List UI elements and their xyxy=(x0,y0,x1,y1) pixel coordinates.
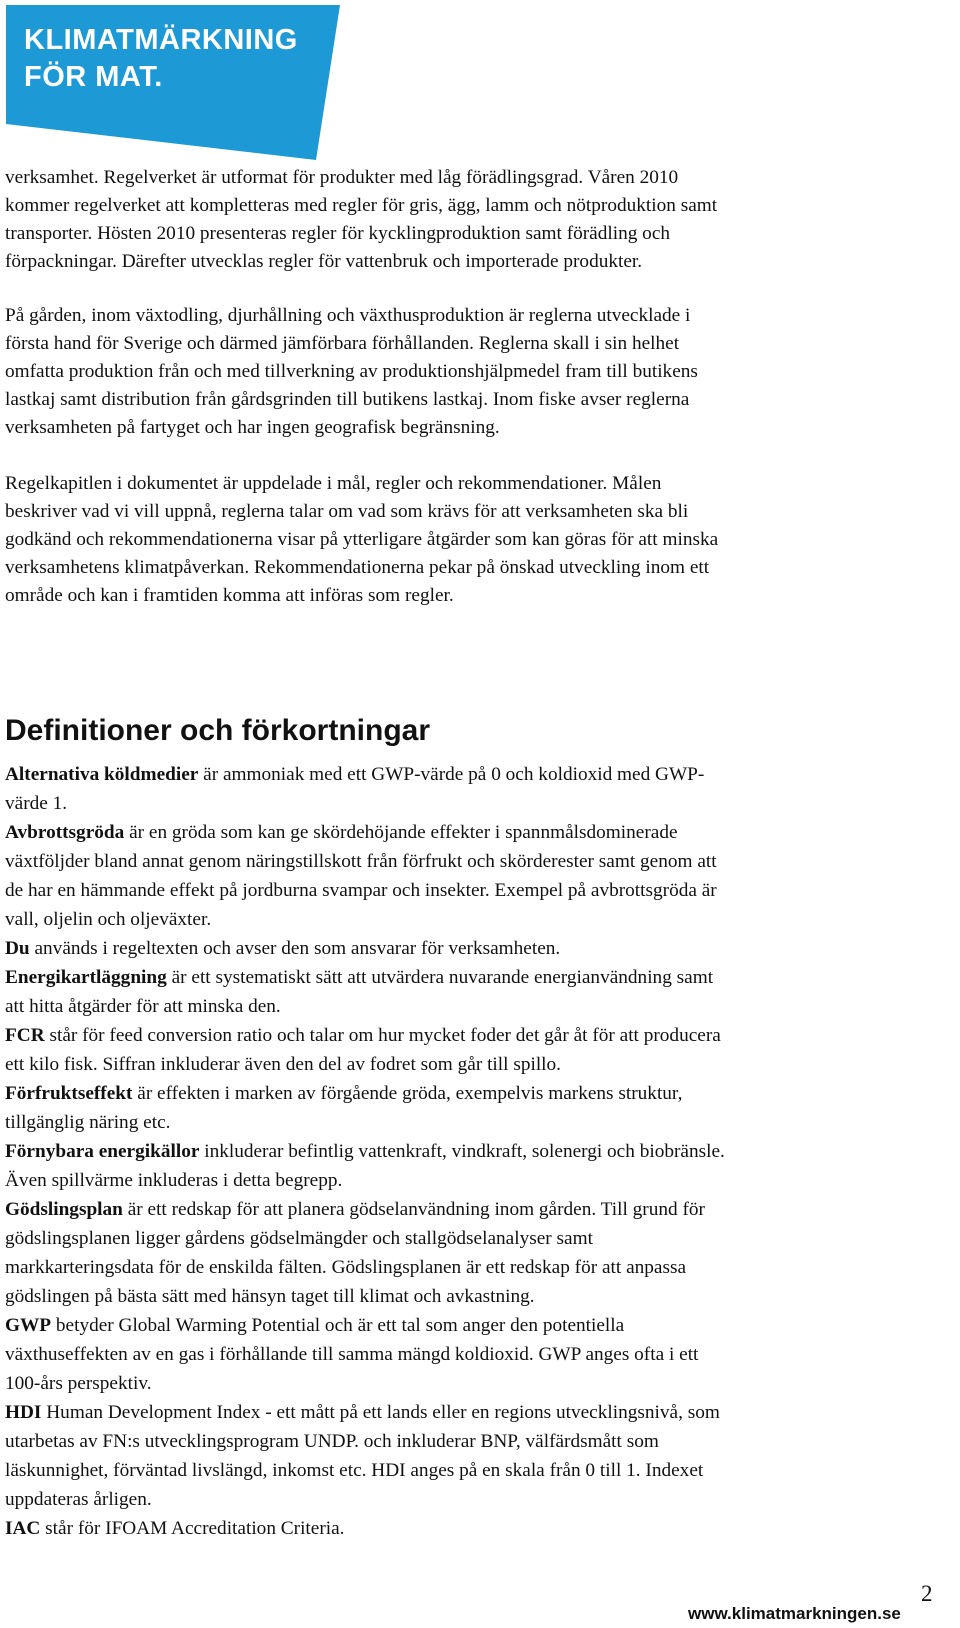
text-line: kommer regelverket att kompletteras med regler för gris, ägg, lamm och nötproduktion samt xyxy=(5,195,718,216)
text-line: verksamhetens klimatpåverkan. Rekommendationerna pekar på önskad utveckling inom ett xyxy=(5,557,710,578)
definition-text: är ammoniak med ett GWP-värde på 0 och koldioxid med GWP- xyxy=(198,764,705,785)
definition-line xyxy=(5,1079,955,1108)
text-line: Regelkapitlen i dokumentet är uppdelade i mål, regler och rekommendationer. Målen xyxy=(5,473,662,494)
definition-line xyxy=(5,1398,955,1427)
text-line: förpackningar. Därefter utvecklas regler för vattenbruk och importerade produkter. xyxy=(5,251,643,272)
definition-term: HDI xyxy=(5,1402,42,1423)
definition-line: gödslingsplanen ligger gårdens gödselmängder och stallgödselanalyser samt xyxy=(5,1228,593,1249)
paragraph-1 xyxy=(5,164,955,276)
definition-line: markkarteringsdata för de enskilda fälten. Gödslingsplanen är ett redskap för att anpassa xyxy=(5,1257,687,1278)
text-line: verksamheten på fartyget och har ingen geografisk begränsning. xyxy=(5,417,500,438)
definition-line xyxy=(5,760,955,789)
definitions-list xyxy=(5,760,955,1543)
definition-line: Även spillvärme inkluderas i detta begrepp. xyxy=(5,1170,343,1191)
definition-line xyxy=(5,934,955,963)
definition-line: gödslingen på bästa sätt med hänsyn taget till klimat och avkastning. xyxy=(5,1286,535,1307)
definition-line xyxy=(5,818,955,847)
paragraph-2 xyxy=(5,302,955,442)
definition-line: tillgänglig näring etc. xyxy=(5,1112,171,1133)
definition-term: Förfruktseffekt xyxy=(5,1083,133,1104)
definition-term: Energikartläggning xyxy=(5,967,167,988)
definition-text: Human Development Index - ett mått på ett lands eller en regions utvecklingsnivå, som xyxy=(41,1402,720,1423)
definition-text: inkluderar befintlig vattenkraft, vindkraft, solenergi och biobränsle. xyxy=(199,1141,725,1162)
definition-line: 100-års perspektiv. xyxy=(5,1373,152,1394)
section-heading: Definitioner och förkortningar xyxy=(5,714,431,747)
definition-line: växtföljder bland annat genom näringstillskott från förfrukt och skörderester samt genom att xyxy=(5,851,717,872)
definition-line: utarbetas av FN:s utvecklingsprogram UNDP. och inkluderar BNP, välfärdsmått som xyxy=(5,1431,659,1452)
text-line: beskriver vad vi vill uppnå, reglerna talar om vad som krävs för att verksamheten ska bli xyxy=(5,501,689,522)
text-line: område och kan i framtiden komma att införas som regler. xyxy=(5,585,454,606)
definition-term: Förnybara energikällor xyxy=(5,1141,200,1162)
definition-line: vall, oljelin och oljeväxter. xyxy=(5,909,212,930)
definition-text: står för feed conversion ratio och talar om hur mycket foder det går åt för att producera xyxy=(44,1025,721,1046)
paragraph-3 xyxy=(5,470,955,610)
text-line: lastkaj samt distribution från gårdsgrinden till butikens lastkaj. Inom fiske avser reglerna xyxy=(5,389,690,410)
definition-line: växthuseffekten av en gas i förhållande till samma mängd koldioxid. GWP anges ofta i ett xyxy=(5,1344,699,1365)
definition-line xyxy=(5,963,955,992)
definition-line xyxy=(5,1021,955,1050)
definition-line: att hitta åtgärder för att minska den. xyxy=(5,996,281,1017)
definition-term: Alternativa köldmedier xyxy=(5,764,199,785)
definition-term: IAC xyxy=(5,1518,41,1539)
logo-line-2: FÖR MAT. xyxy=(24,61,163,93)
text-line: verksamhet. Regelverket är utformat för produkter med låg förädlingsgrad. Våren 2010 xyxy=(5,167,679,188)
definition-line xyxy=(5,1514,955,1543)
definition-text: är en gröda som kan ge skördehöjande effekter i spannmålsdominerade xyxy=(124,822,678,843)
definition-line: läskunnighet, förväntad livslängd, inkomst etc. HDI anges på en skala från 0 till 1. Indexet xyxy=(5,1460,704,1481)
definition-term: Avbrottsgröda xyxy=(5,822,125,843)
definition-text: är ett systematiskt sätt att utvärdera nuvarande energianvändning samt xyxy=(166,967,714,988)
definition-term: GWP xyxy=(5,1315,52,1336)
text-line: omfatta produktion från och med tillverkning av produktionshjälpmedel fram till butikens xyxy=(5,361,698,382)
definition-term: Gödslingsplan xyxy=(5,1199,123,1220)
definition-text: används i regeltexten och avser den som ansvarar för verksamheten. xyxy=(29,938,561,959)
definition-line: värde 1. xyxy=(5,793,68,814)
definition-line xyxy=(5,1195,955,1224)
text-line: första hand för Sverige och därmed jämförbara förhållanden. Reglerna skall i sin helhet xyxy=(5,333,680,354)
definition-line xyxy=(5,1311,955,1340)
definition-line xyxy=(5,1137,955,1166)
definition-text: är effekten i marken av förgående gröda, exempelvis markens struktur, xyxy=(132,1083,683,1104)
logo-line-1: KLIMATMÄRKNING xyxy=(24,24,298,56)
definition-term: FCR xyxy=(5,1025,45,1046)
logo xyxy=(0,0,360,165)
text-line: På gården, inom växtodling, djurhållning och växthusproduktion är reglerna utvecklade i xyxy=(5,305,691,326)
definition-term: Du xyxy=(5,938,30,959)
definition-text: är ett redskap för att planera gödselanvändning inom gården. Till grund för xyxy=(122,1199,705,1220)
footer-url[interactable]: www.klimatmarkningen.se xyxy=(688,1604,901,1623)
text-line: transporter. Hösten 2010 presenteras regler för kycklingproduktion samt förädling och xyxy=(5,223,671,244)
definition-text: betyder Global Warming Potential och är ett tal som anger den potentiella xyxy=(51,1315,625,1336)
definition-line: de har en hämmande effekt på jordburna svampar och insekter. Exempel på avbrottsgröda är xyxy=(5,880,717,901)
definition-line: ett kilo fisk. Siffran inkluderar även den del av fodret som går till spillo. xyxy=(5,1054,561,1075)
page-number: 2 xyxy=(921,1581,933,1606)
text-line: godkänd och rekommendationerna visar på ytterligare åtgärder som kan göras för att minska xyxy=(5,529,719,550)
definition-line: uppdateras årligen. xyxy=(5,1489,152,1510)
definition-text: står för IFOAM Accreditation Criteria. xyxy=(40,1518,345,1539)
